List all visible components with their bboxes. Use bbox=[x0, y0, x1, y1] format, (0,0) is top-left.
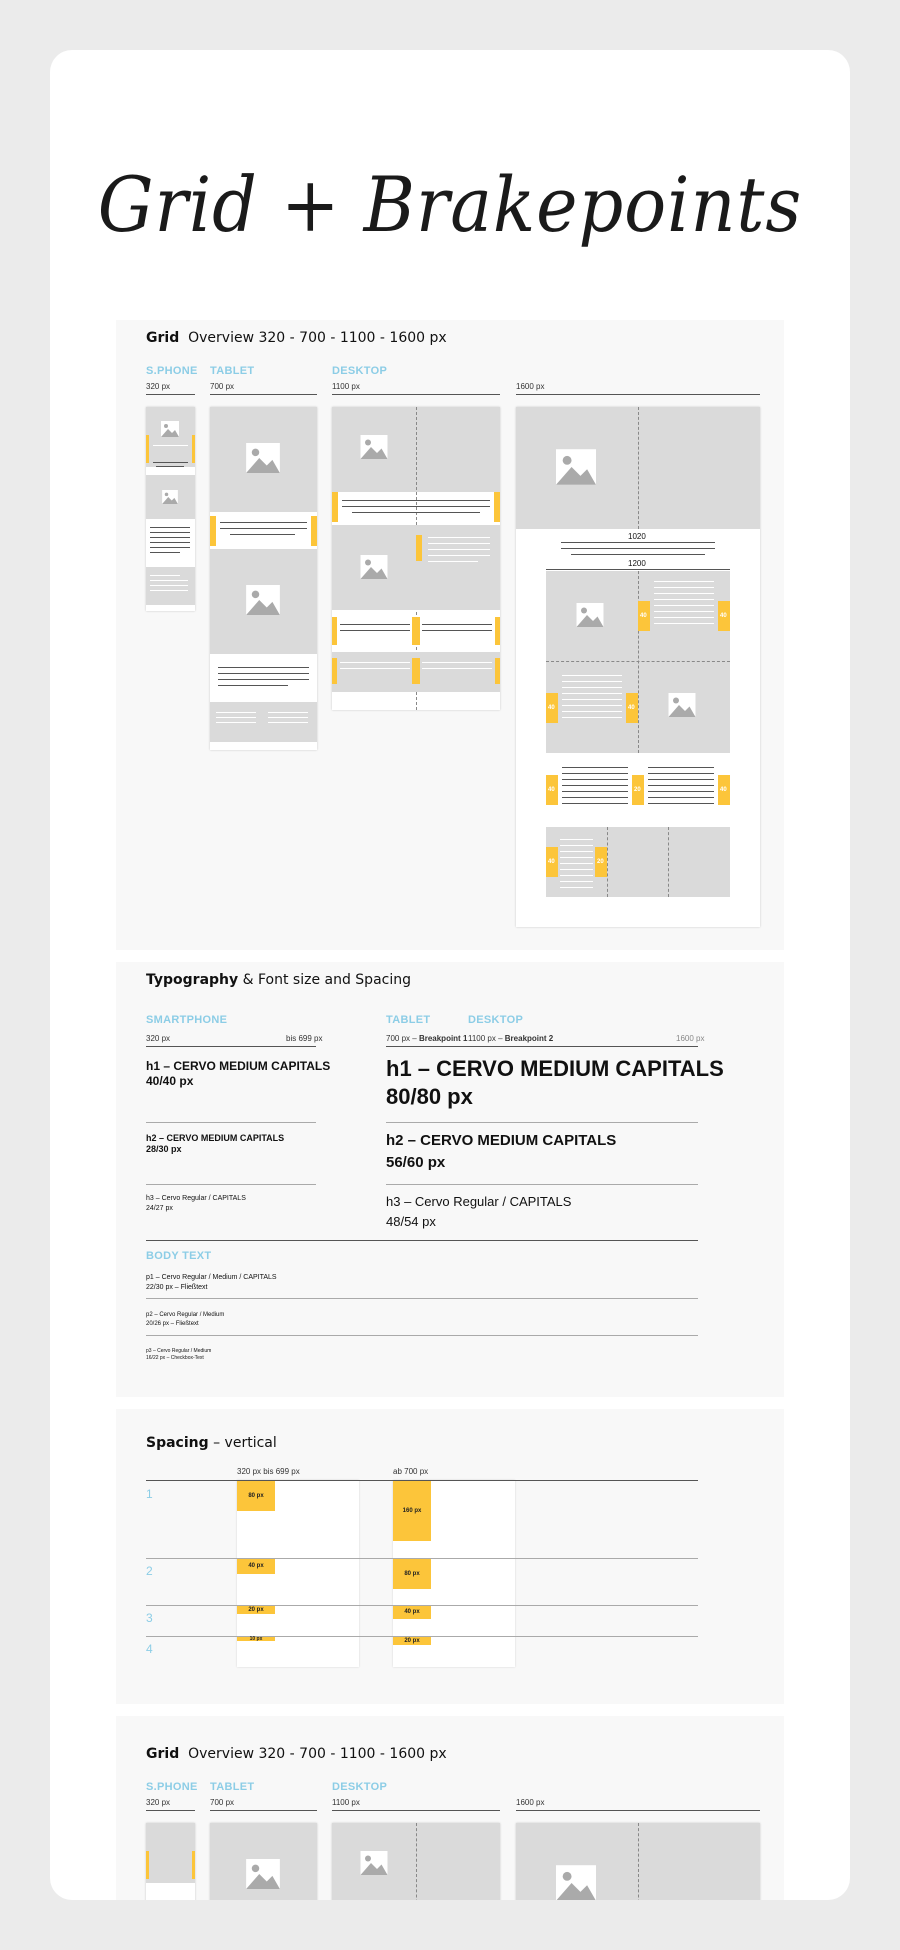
smartphone-mockup bbox=[146, 1823, 195, 1900]
image-icon bbox=[246, 585, 280, 615]
image-icon bbox=[668, 693, 696, 717]
spacing-block-3-large: 40 px bbox=[393, 1606, 431, 1619]
image-icon bbox=[556, 449, 596, 485]
p3-spec: p3 – Cervo Regular / Medium bbox=[146, 1348, 212, 1354]
image-icon bbox=[360, 435, 388, 459]
spacing-panel: Spacing – vertical 320 px bis 699 px ab 700 px 1 2 3 4 80 px 40 px 20 px 10 px 160 px 80 px 40 px 20 px bbox=[116, 1409, 784, 1704]
image-placeholder bbox=[146, 475, 195, 519]
label-body-text: BODY TEXT bbox=[146, 1250, 212, 1262]
spacing-num-2: 2 bbox=[146, 1564, 153, 1578]
rule-1100 bbox=[332, 394, 500, 395]
label-desktop: DESKTOP bbox=[468, 1014, 524, 1026]
spacing-block-2-small: 40 px bbox=[237, 1559, 275, 1574]
image-icon bbox=[162, 490, 178, 504]
spacing-num-1: 1 bbox=[146, 1487, 153, 1501]
image-placeholder bbox=[210, 407, 317, 512]
image-placeholder bbox=[210, 549, 317, 654]
desktop-1600-mockup: 1020 1200 40 40 40 40 40 20 40 40 20 bbox=[516, 407, 760, 927]
label-tablet: TABLET bbox=[210, 1781, 255, 1793]
image-icon bbox=[161, 421, 179, 437]
spacing-block-1-small: 80 px bbox=[237, 1481, 275, 1511]
spacing-block-2-large: 80 px bbox=[393, 1559, 431, 1589]
grid-panel-title: Grid Overview 320 - 700 - 1100 - 1600 px bbox=[146, 1746, 447, 1762]
label-tablet: TABLET bbox=[386, 1014, 431, 1026]
size-1100: 1100 px bbox=[332, 382, 360, 391]
label-desktop: DESKTOP bbox=[332, 1781, 388, 1793]
rule-700 bbox=[210, 394, 317, 395]
desktop-1600-mockup bbox=[516, 1823, 760, 1900]
spacing-block-3-small: 20 px bbox=[237, 1606, 275, 1614]
rule-1600 bbox=[516, 394, 760, 395]
p1-spec: p1 – Cervo Regular / Medium / CAPITALS bbox=[146, 1274, 277, 1281]
sp-h3-spec: h3 – Cervo Regular / CAPITALS bbox=[146, 1195, 246, 1202]
size-1600: 1600 px bbox=[516, 382, 545, 391]
typography-title: Typography & Font size and Spacing bbox=[146, 972, 411, 988]
desktop-1100-mockup bbox=[332, 407, 500, 710]
page-title: Grid + Brakepoints bbox=[97, 160, 803, 249]
width-1200-label: 1200 bbox=[628, 559, 646, 568]
image-icon bbox=[360, 1851, 388, 1875]
label-smartphone: S.PHONE bbox=[146, 1781, 198, 1793]
desktop-1100-mockup bbox=[332, 1823, 500, 1900]
smartphone-mockup bbox=[146, 407, 195, 611]
grid-overview-panel bbox=[116, 320, 784, 950]
label-desktop: DESKTOP bbox=[332, 365, 388, 377]
image-icon bbox=[246, 443, 280, 473]
spacing-block-1-large: 160 px bbox=[393, 1481, 431, 1541]
typography-panel: Typography & Font size and Spacing SMARTPHONE TABLET DESKTOP 320 px bis 699 px 700 px – Breakpoint 1 1100 px – Breakpoint 2 1600 px h1 – CERVO MEDIUM CAPITALS 40/40 px h2 – CERVO MEDIUM CAPITALS 28/30 px h3 – Cervo Regular / CAPITALS 24/27 px h1 – CERVO MEDIUM CAPITALS 80/80 px h2 – CERVO MEDIUM CAPITALS 56/60 px h3 – Cervo Regular / CAPITALS 48/54 px BODY TEXT p1 – Cervo Regular / Medium / CAPITALS 22/30 px – Fließtext p2 – Cervo Regular / Medium 20/26 px – Fließtext p3 – Cervo Regular / Medium 16/22 px – Checkbox-Text bbox=[116, 962, 784, 1397]
dt-h2-spec: h2 – CERVO MEDIUM CAPITALS bbox=[386, 1132, 617, 1149]
image-icon bbox=[576, 603, 604, 627]
sp-h1-spec: h1 – CERVO MEDIUM CAPITALS bbox=[146, 1059, 331, 1073]
size-320: 320 px bbox=[146, 382, 171, 391]
spacing-num-4: 4 bbox=[146, 1642, 153, 1656]
tablet-mockup bbox=[210, 1823, 317, 1900]
image-placeholder bbox=[146, 407, 195, 467]
spacing-block-4-large: 20 px bbox=[393, 1637, 431, 1645]
rule-320 bbox=[146, 394, 195, 395]
grid-overview-panel-repeat: Grid Overview 320 - 700 - 1100 - 1600 px S.PHONE TABLET DESKTOP 320 px 700 px 1100 px 1600 px bbox=[116, 1716, 784, 1900]
sp-h2-spec: h2 – CERVO MEDIUM CAPITALS bbox=[146, 1133, 285, 1143]
label-smartphone: SMARTPHONE bbox=[146, 1014, 228, 1026]
spacing-num-3: 3 bbox=[146, 1611, 153, 1625]
spacing-title: Spacing – vertical bbox=[146, 1435, 277, 1451]
p2-spec: p2 – Cervo Regular / Medium bbox=[146, 1312, 225, 1318]
grid-panel-title: Grid Overview 320 - 700 - 1100 - 1600 px bbox=[146, 330, 447, 346]
image-icon bbox=[246, 1859, 280, 1889]
label-tablet: TABLET bbox=[210, 365, 255, 377]
size-700: 700 px bbox=[210, 382, 235, 391]
dt-h3-spec: h3 – Cervo Regular / CAPITALS bbox=[386, 1194, 572, 1209]
width-1020-label: 1020 bbox=[628, 532, 646, 541]
spacing-block-4-small: 10 px bbox=[237, 1637, 275, 1641]
label-smartphone: S.PHONE bbox=[146, 365, 198, 377]
tablet-mockup bbox=[210, 407, 317, 750]
image-icon bbox=[556, 1865, 596, 1900]
image-icon bbox=[360, 555, 388, 579]
dt-h1-spec: h1 – CERVO MEDIUM CAPITALS bbox=[386, 1056, 724, 1081]
page-card bbox=[50, 50, 850, 1900]
